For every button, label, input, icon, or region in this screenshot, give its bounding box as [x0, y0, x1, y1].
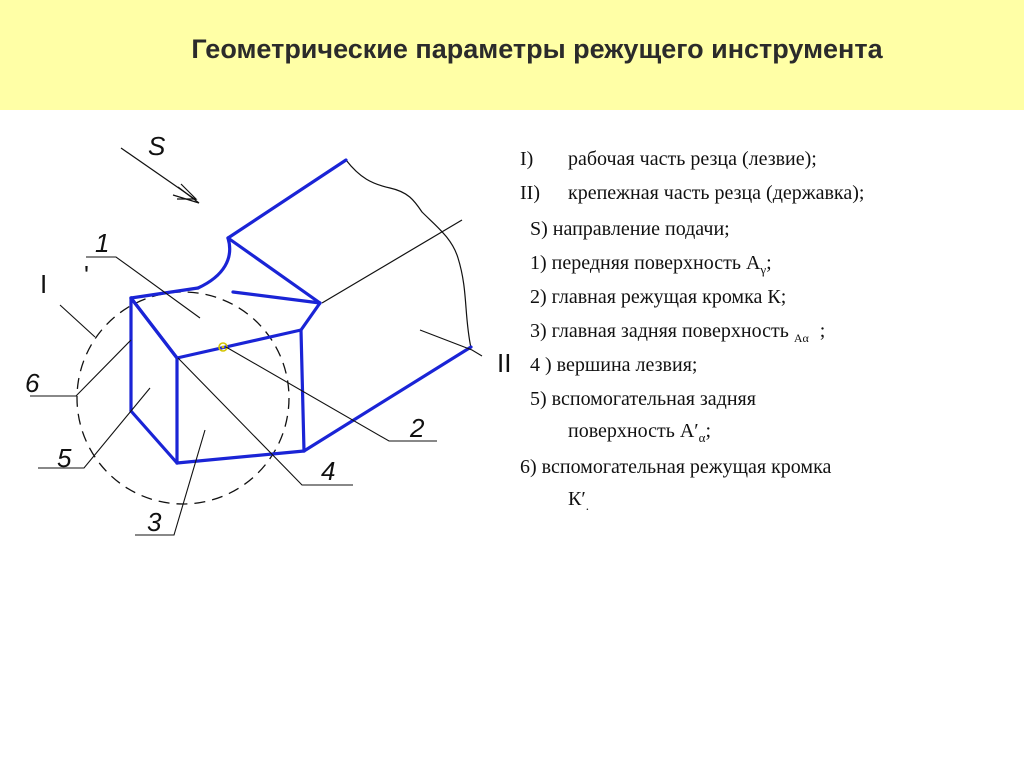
leader-3 — [135, 430, 205, 535]
legend-1-end: ; — [766, 252, 772, 274]
legend-item-1 — [530, 252, 772, 278]
label-2: 2 — [410, 413, 425, 443]
legend-4-text: 4 ) вершина лезвия; — [530, 354, 698, 376]
blade-zone-circle — [77, 292, 289, 504]
rake-surface-edge — [131, 288, 198, 298]
legend-5-end: ; — [705, 420, 712, 442]
edge-to-tip — [301, 303, 320, 330]
part-one-prime: ' — [84, 260, 89, 290]
legend-3-text: 3) главная задняя поверхность — [530, 320, 789, 342]
label-6: 6 — [25, 368, 40, 398]
legend-item-3 — [530, 320, 825, 346]
legend-5-text2: поверхность A′ — [568, 420, 699, 442]
legend-6-text: 6) вспомогательная режущая кромка — [520, 456, 832, 478]
legend-item-5b — [568, 420, 711, 446]
main-cutting-edge — [177, 330, 301, 358]
leader-2 — [226, 347, 437, 441]
legend-item-4 — [530, 354, 697, 377]
leader-i — [60, 305, 95, 337]
legend-item-ii — [520, 182, 865, 205]
holder-top-edge — [322, 220, 462, 303]
legend-item-2 — [530, 286, 786, 309]
legend-6-text2: К′ — [568, 488, 586, 510]
slide-title: Геометрические параметры режущего инструмента — [191, 34, 883, 64]
legend-3-sub: Aα — [793, 331, 809, 345]
label-1: 1 — [95, 228, 110, 258]
rake-surface-curve — [198, 238, 230, 288]
legend-ii-text: крепежная часть резца (державка); — [568, 182, 865, 204]
label-3: 3 — [147, 507, 162, 537]
legend-5-text: 5) вспомогательная задняя — [530, 388, 756, 410]
legend-i-text: рабочая часть резца (лезвие); — [568, 148, 817, 170]
legend-s-text: S) направление подачи; — [530, 218, 730, 240]
leader-1 — [86, 257, 200, 318]
legend-item-s — [530, 218, 730, 241]
legend-6-sub: . — [585, 498, 589, 513]
legend-3-end: ; — [819, 320, 826, 342]
leader-lines — [30, 257, 482, 535]
holder-break-line — [346, 160, 471, 348]
holder-outline — [121, 148, 471, 348]
holder-bottom-edge — [304, 347, 471, 451]
legend-item-5 — [530, 388, 756, 411]
part-two-label: II — [497, 348, 512, 378]
legend-5-sub: α — [698, 430, 706, 445]
label-4: 4 — [321, 456, 336, 486]
leader-6 — [30, 340, 131, 396]
legend-item-6 — [520, 456, 831, 479]
legend-i-num: I) — [520, 148, 534, 170]
feed-label: S — [148, 131, 166, 161]
bottom-left-edge — [131, 411, 177, 463]
legend-item-i — [520, 148, 817, 171]
legend-ii-num: II) — [520, 182, 540, 204]
leader-5 — [38, 388, 150, 468]
legend-2-text: 2) главная режущая кромка К; — [530, 286, 787, 308]
legend-1-text: 1) передняя поверхность A — [530, 252, 761, 274]
leader-ii — [420, 330, 482, 356]
legend-item-6b — [568, 488, 589, 514]
holder-top-front-edge — [228, 160, 346, 238]
label-5: 5 — [57, 443, 72, 473]
legend-1-sub: γ — [760, 262, 767, 277]
part-one-label: I — [40, 269, 48, 299]
top-left-edge — [131, 298, 177, 358]
